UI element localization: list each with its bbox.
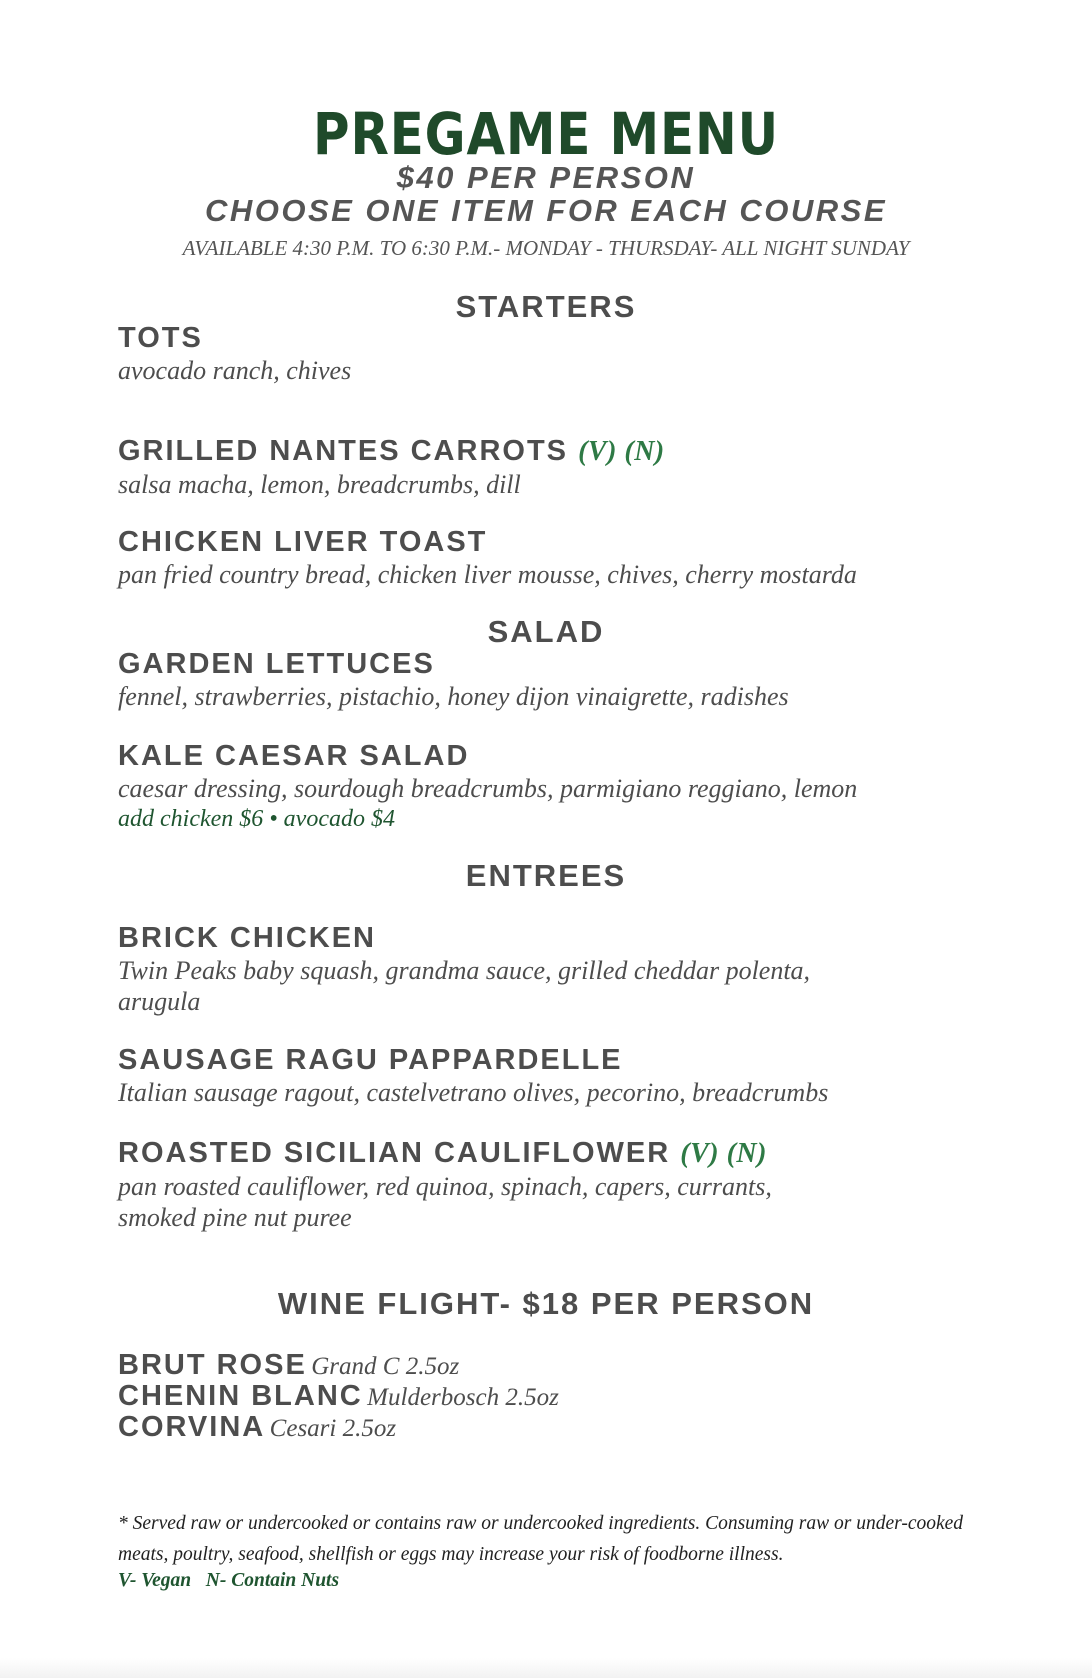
wine-name: BRUT ROSE xyxy=(118,1349,307,1381)
menu-item xyxy=(118,1043,1018,1108)
dietary-legend: V- Vegan N- Contain Nuts xyxy=(118,1570,340,1591)
menu-item xyxy=(118,434,1018,500)
wine-description: Grand C 2.5oz xyxy=(311,1353,460,1380)
menu-item xyxy=(118,739,1018,834)
item-description: pan roasted cauliflower, red quinoa, spinach, capers, currants, xyxy=(118,1172,772,1201)
item-description: Italian sausage ragout, castelvetrano olives, pecorino, breadcrumbs xyxy=(118,1078,829,1107)
wine-item xyxy=(118,1412,396,1447)
wine-description: Mulderbosch 2.5oz xyxy=(367,1384,559,1411)
wine-name: CORVINA xyxy=(118,1411,266,1443)
menu-price: $40 PER PERSON xyxy=(396,160,696,195)
menu-item xyxy=(118,525,1018,590)
item-description: Twin Peaks baby squash, grandma sauce, grilled cheddar polenta, xyxy=(118,956,811,985)
item-name: KALE CAESAR SALAD xyxy=(118,740,470,772)
item-name: GRILLED NANTES CARROTS xyxy=(118,435,568,467)
section-heading-wine-flight: WINE FLIGHT- $18 PER PERSON xyxy=(277,1286,815,1321)
menu-item xyxy=(118,1136,1018,1233)
item-description: fennel, strawberries, pistachio, honey dijon vinaigrette, radishes xyxy=(118,682,789,711)
course-instruction: CHOOSE ONE ITEM FOR EACH COURSE xyxy=(204,193,888,228)
section-heading-salad: SALAD xyxy=(487,614,605,649)
item-name: ROASTED SICILIAN CAULIFLOWER xyxy=(118,1137,671,1169)
dietary-tags: (V) (N) xyxy=(578,436,665,467)
item-description: avocado ranch, chives xyxy=(118,356,352,385)
item-addons: add chicken $6 • avocado $4 xyxy=(118,806,395,832)
dietary-tags: (V) (N) xyxy=(680,1138,767,1169)
item-description: arugula xyxy=(118,987,201,1016)
menu-title: PREGAME MENU xyxy=(313,100,779,168)
menu-item xyxy=(118,647,1018,712)
item-name: TOTS xyxy=(118,322,203,354)
section-heading-starters: STARTERS xyxy=(455,289,637,324)
page-bottom-edge xyxy=(0,1658,1092,1678)
wine-name: CHENIN BLANC xyxy=(118,1380,363,1412)
menu-item xyxy=(118,921,1018,1017)
item-name: BRICK CHICKEN xyxy=(118,922,376,954)
item-description: caesar dressing, sourdough breadcrumbs, parmigiano reggiano, lemon xyxy=(118,774,858,803)
item-name: GARDEN LETTUCES xyxy=(118,648,435,680)
item-description: pan fried country bread, chicken liver mousse, chives, cherry mostarda xyxy=(118,560,857,589)
item-name: SAUSAGE RAGU PAPPARDELLE xyxy=(118,1044,623,1076)
food-safety-disclaimer: * Served raw or undercooked or contains raw or undercooked ingredients. Consuming raw or under-cooked meats, poultry, seafood, shellfish or eggs may increase your risk of foodborne illness. xyxy=(118,1513,964,1565)
availability-note: AVAILABLE 4:30 P.M. TO 6:30 P.M.- MONDAY - THURSDAY- ALL NIGHT SUNDAY xyxy=(182,236,910,260)
item-description: salsa macha, lemon, breadcrumbs, dill xyxy=(118,470,521,499)
menu-item xyxy=(118,321,1018,386)
wine-description: Cesari 2.5oz xyxy=(269,1415,397,1442)
item-name: CHICKEN LIVER TOAST xyxy=(118,526,488,558)
section-heading-entrees: ENTREES xyxy=(465,858,627,893)
item-description: smoked pine nut puree xyxy=(118,1203,352,1232)
